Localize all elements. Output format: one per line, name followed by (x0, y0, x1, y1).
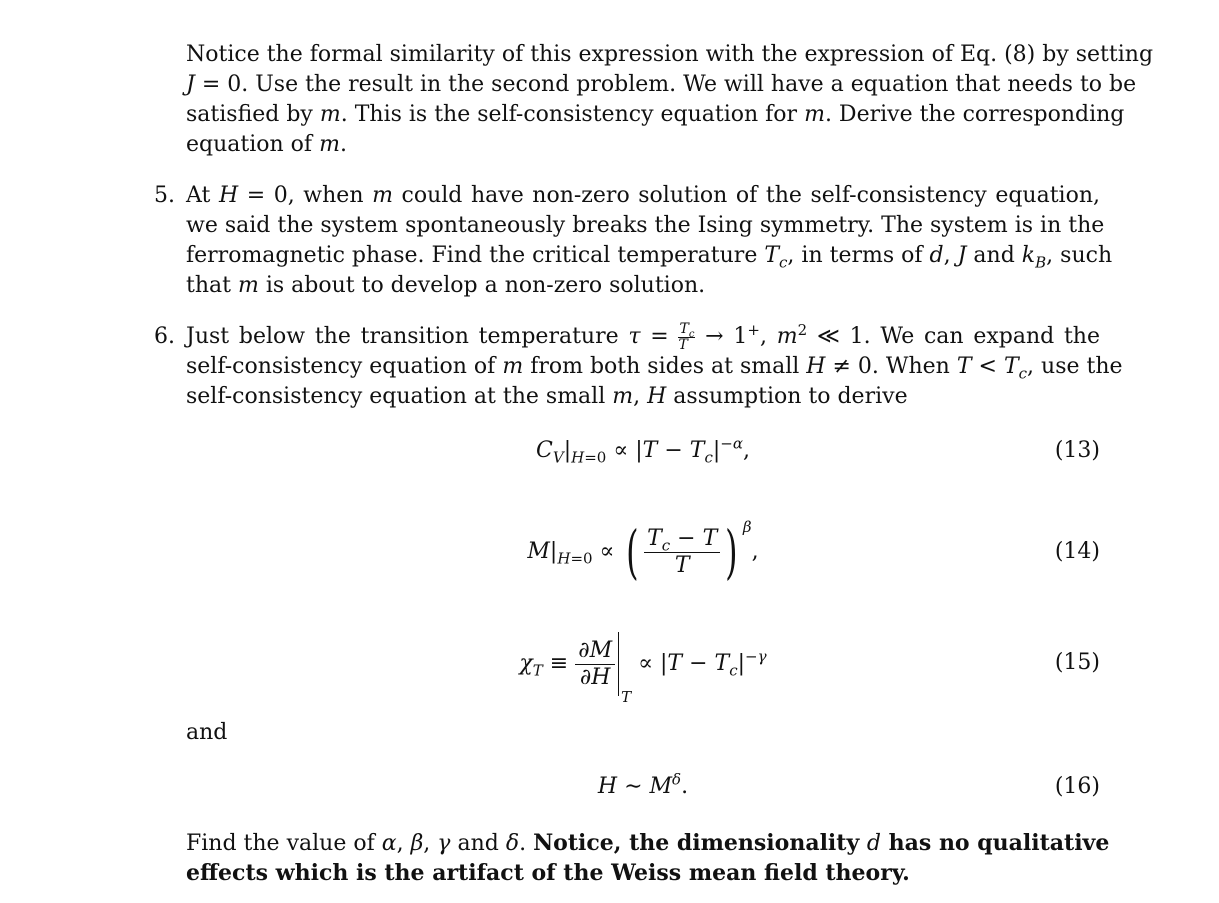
tau-fraction: $\frac{T_c}{T}$ (678, 321, 695, 353)
equation-16-number: (16) (1054, 774, 1100, 799)
equation-15-number: (15) (1054, 650, 1100, 675)
equation-15-fraction: $\frac{\partial M}{\partial H}$ (575, 638, 615, 690)
equation-13: $C_V|_{H=0} \propto |T - T_c|^{-\alpha}$, (536, 434, 750, 467)
intro-line-3: satisfied by m. This is the self-consistency equation for m. Derive the corresponding (186, 102, 1125, 127)
item-6-line-2: self-consistency equation of m from both sides at small H ≠ 0. When $T < T_c$, use the (186, 354, 1123, 383)
item-5-line-1: At H = 0, when m could have non-zero solution of the self-consistency equation, (186, 183, 1100, 208)
item-6-number: 6. (154, 324, 175, 349)
item-6-line-3: self-consistency equation at the small m, H assumption to derive (186, 384, 908, 409)
intro-line-4: equation of m. (186, 132, 347, 157)
intro-line-2: J = 0. Use the result in the second problem. We will have a equation that needs to be (186, 72, 1137, 97)
item-6-line-1: Just below the transition temperature τ = $\frac{T_c}{T}$ → 1+, $m^2$ ≪ 1. We can expand the (186, 320, 1100, 353)
final-line-2: effects which is the artifact of the Weiss mean field theory. (186, 860, 910, 886)
equation-14-number: (14) (1054, 539, 1100, 564)
item-5-line-2: we said the system spontaneously breaks the Ising symmetry. The system is in the (186, 213, 1105, 238)
equation-14-fraction: $\frac{T_c - T}{T}$ (644, 526, 720, 578)
item-5-number: 5. (154, 183, 175, 208)
intro-line-1: Notice the formal similarity of this expression with the expression of Eq. (8) by setting (186, 42, 1154, 67)
equation-14: $M|_{H=0}$ ∝ ( $\frac{T_c - T}{T}$ ) $^\beta$, (527, 517, 759, 586)
evaluation-bar: T (618, 632, 631, 696)
equation-15: $\chi_T$ ≡ $\frac{\partial M}{\partial H}$ $_T \propto |T - T_c|^{-\gamma}$ (186, 622, 1100, 706)
equation-13-number: (13) (1054, 438, 1100, 463)
and-word: and (186, 720, 228, 745)
equation-16: H ∼ $M^\delta$. (597, 770, 689, 799)
item-5-line-3: ferromagnetic phase. Find the critical temperature $T_c$, in terms of d, J and $k_B$, such (186, 243, 1113, 272)
final-line-1: Find the value of α, β, γ and δ. Notice, the dimensionality d has no qualitative (186, 830, 1110, 856)
item-5-line-4: that m is about to develop a non-zero solution. (186, 273, 706, 298)
